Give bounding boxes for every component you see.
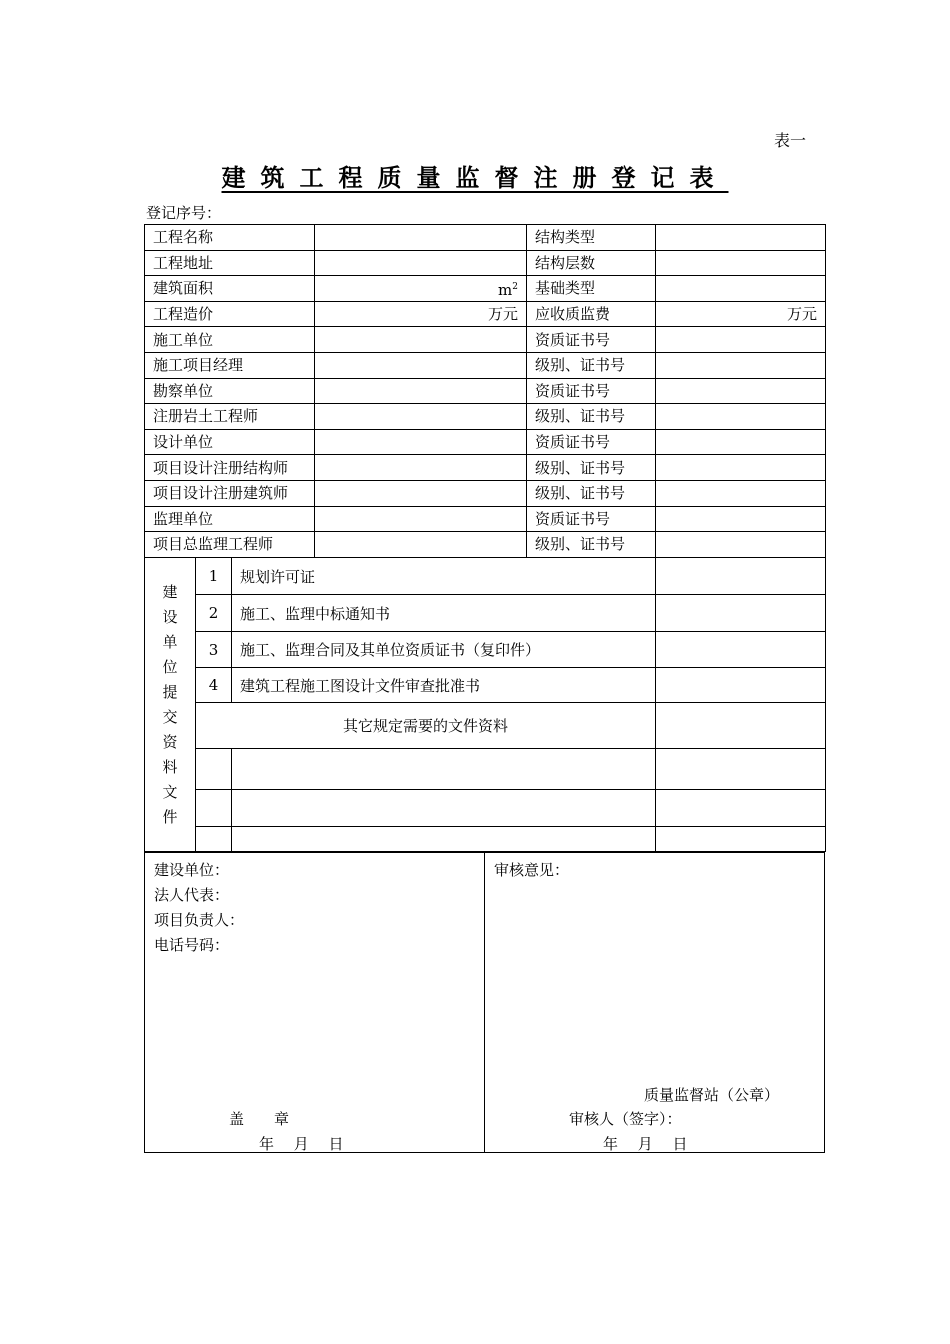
field-value-cell[interactable] — [315, 480, 527, 506]
field-value-cell[interactable] — [656, 276, 826, 302]
field-label: 级别、证书号 — [527, 404, 656, 430]
field-label: 基础类型 — [527, 276, 656, 302]
field-value-cell[interactable] — [656, 506, 826, 532]
field-value-cell[interactable]: 万元 — [315, 301, 527, 327]
info-row — [145, 480, 826, 506]
doc-number: 1 — [196, 558, 232, 595]
info-row — [145, 276, 826, 302]
field-value-cell[interactable] — [315, 532, 527, 558]
docs-section-char: 建 — [162, 582, 178, 601]
other-docs-label: 其它规定需要的文件资料 — [196, 703, 656, 749]
doc-number: 4 — [196, 668, 232, 703]
doc-number: 2 — [196, 595, 232, 632]
field-value-cell[interactable] — [656, 532, 826, 558]
field-label: 资质证书号 — [527, 378, 656, 404]
review-date-label: 年 月 日 — [603, 1135, 688, 1153]
docs-section-char: 文 — [162, 782, 178, 801]
doc-name: 规划许可证 — [232, 558, 656, 595]
field-label: 工程造价 — [145, 301, 315, 327]
reviewer-signature-label: 审核人（签字）： — [569, 1110, 682, 1128]
info-row — [145, 532, 826, 558]
blank-doc-cell[interactable] — [232, 827, 656, 852]
field-value-cell[interactable] — [315, 455, 527, 481]
field-value-cell[interactable] — [315, 429, 527, 455]
blank-doc-cell[interactable] — [232, 749, 656, 790]
docs-section-char: 交 — [162, 707, 178, 726]
signature-section — [144, 852, 825, 1153]
doc-name: 施工、监理中标通知书 — [232, 595, 656, 632]
field-value-cell[interactable] — [656, 480, 826, 506]
docs-section-char: 提 — [162, 682, 178, 701]
registration-info-table — [144, 224, 826, 558]
field-value-cell[interactable] — [315, 378, 527, 404]
applicant-date-label: 年 月 日 — [259, 1135, 344, 1153]
info-row — [145, 250, 826, 276]
form-number: 表一 — [774, 131, 807, 150]
phone-label: 电话号码： — [154, 936, 230, 954]
doc-name: 建筑工程施工图设计文件审查批准书 — [232, 668, 656, 703]
field-label: 工程名称 — [145, 225, 315, 251]
blank-value-cell[interactable] — [656, 827, 826, 852]
docs-section-char: 位 — [162, 657, 178, 676]
doc-value-cell[interactable] — [656, 558, 826, 595]
info-row — [145, 327, 826, 353]
field-value-cell[interactable] — [315, 225, 527, 251]
field-label: 资质证书号 — [527, 327, 656, 353]
field-label: 级别、证书号 — [527, 480, 656, 506]
field-value-cell[interactable] — [656, 404, 826, 430]
field-label: 建筑面积 — [145, 276, 315, 302]
docs-section-char: 单 — [162, 632, 178, 651]
doc-value-cell[interactable] — [656, 595, 826, 632]
field-value-cell[interactable] — [315, 250, 527, 276]
field-label: 应收质监费 — [527, 301, 656, 327]
docs-section-char: 件 — [162, 807, 178, 826]
applicant-unit-label: 建设单位： — [154, 861, 230, 879]
blank-number-cell[interactable] — [196, 749, 232, 790]
info-row — [145, 225, 826, 251]
field-label: 工程地址 — [145, 250, 315, 276]
field-value-cell[interactable] — [656, 327, 826, 353]
field-label: 资质证书号 — [527, 506, 656, 532]
legal-rep-label: 法人代表： — [154, 886, 230, 904]
field-value-cell[interactable] — [656, 225, 826, 251]
blank-value-cell[interactable] — [656, 749, 826, 790]
field-value-cell[interactable] — [315, 327, 527, 353]
field-value-cell[interactable] — [315, 506, 527, 532]
field-value-cell[interactable] — [656, 378, 826, 404]
info-row — [145, 352, 826, 378]
area-unit-exponent: 2 — [512, 281, 518, 292]
field-label: 结构层数 — [527, 250, 656, 276]
field-value-cell[interactable]: 万元 — [656, 301, 826, 327]
section-divider — [484, 853, 485, 1152]
field-label: 级别、证书号 — [527, 532, 656, 558]
field-value-cell[interactable] — [315, 276, 527, 302]
info-row — [145, 301, 826, 327]
field-label: 注册岩土工程师 — [145, 404, 315, 430]
info-row — [145, 506, 826, 532]
blank-number-cell[interactable] — [196, 790, 232, 827]
blank-value-cell[interactable] — [656, 790, 826, 827]
info-row — [145, 429, 826, 455]
field-label: 勘察单位 — [145, 378, 315, 404]
field-label: 监理单位 — [145, 506, 315, 532]
info-row — [145, 378, 826, 404]
submitted-documents-table — [144, 557, 826, 852]
field-label: 结构类型 — [527, 225, 656, 251]
area-unit: m — [498, 280, 513, 299]
field-value-cell[interactable] — [315, 404, 527, 430]
docs-section-char: 料 — [162, 757, 178, 776]
docs-section-char: 资 — [162, 732, 178, 751]
field-value-cell[interactable] — [656, 250, 826, 276]
doc-name: 施工、监理合同及其单位资质证书（复印件） — [232, 632, 656, 668]
docs-section-label — [145, 558, 196, 852]
field-label: 级别、证书号 — [527, 352, 656, 378]
seal-label: 盖 章 — [229, 1110, 290, 1128]
info-row — [145, 404, 826, 430]
review-opinion-label: 审核意见： — [494, 861, 570, 879]
blank-doc-cell[interactable] — [232, 790, 656, 827]
field-label: 级别、证书号 — [527, 455, 656, 481]
blank-number-cell[interactable] — [196, 827, 232, 852]
field-value-cell[interactable] — [656, 455, 826, 481]
field-label: 项目总监理工程师 — [145, 532, 315, 558]
registration-number-label: 登记序号： — [146, 204, 222, 222]
field-label: 资质证书号 — [527, 429, 656, 455]
doc-value-cell[interactable] — [656, 632, 826, 668]
project-lead-label: 项目负责人： — [154, 911, 245, 929]
field-value-cell[interactable] — [656, 352, 826, 378]
field-label: 设计单位 — [145, 429, 315, 455]
page-title: 建筑工程质量监督注册登记表 — [221, 164, 729, 192]
field-value-cell[interactable] — [656, 429, 826, 455]
field-value-cell[interactable] — [315, 352, 527, 378]
doc-value-cell[interactable] — [656, 703, 826, 749]
docs-section-char: 设 — [162, 607, 178, 626]
station-seal-label: 质量监督站（公章） — [644, 1086, 780, 1104]
info-row — [145, 455, 826, 481]
doc-number: 3 — [196, 632, 232, 668]
field-label: 项目设计注册结构师 — [145, 455, 315, 481]
doc-value-cell[interactable] — [656, 668, 826, 703]
field-label: 施工项目经理 — [145, 352, 315, 378]
field-label: 施工单位 — [145, 327, 315, 353]
field-label: 项目设计注册建筑师 — [145, 480, 315, 506]
